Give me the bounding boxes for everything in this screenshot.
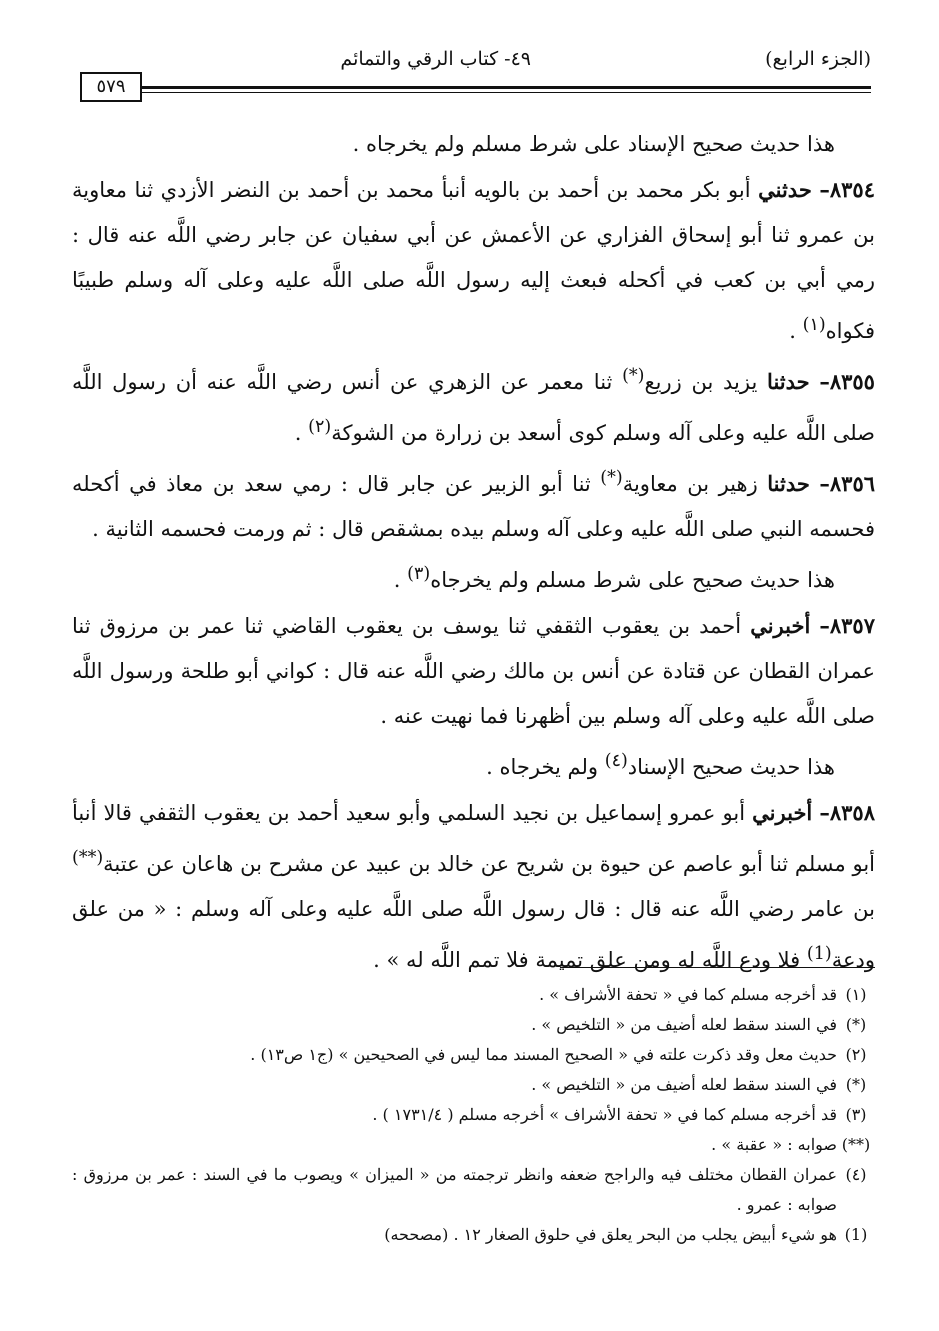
- footnote-ref: (٢): [308, 417, 332, 437]
- footnote: [72, 1070, 875, 1100]
- hadith-end: .: [789, 319, 803, 343]
- volume-label: (الجزء الرابع): [765, 48, 871, 70]
- footnote-text: صوابه : « عقبة » .: [711, 1135, 837, 1154]
- footnote-ref: (١): [802, 315, 826, 335]
- footnote: [72, 1160, 875, 1220]
- hadith-number: ٨٣٥٥–: [819, 369, 875, 394]
- footnote: [72, 1220, 875, 1250]
- hadith-end: .: [294, 421, 309, 445]
- footnote-mark: (١): [845, 985, 867, 1004]
- hadith-8357: [72, 603, 875, 739]
- hadith-text: زهير بن معاوية: [622, 472, 758, 496]
- paragraph: [72, 552, 875, 603]
- hadith-number: ٨٣٥٤–: [819, 177, 875, 202]
- footnote-separator: [560, 967, 875, 968]
- footnote: [72, 1010, 875, 1040]
- hadith-number: ٨٣٥٦–: [819, 471, 876, 496]
- footnote-mark: (*): [845, 1075, 867, 1094]
- footnote-ref: (*): [600, 468, 623, 488]
- hadith-text: أبو عمرو إسماعيل بن نجيد السلمي وأبو سعيد أحمد بن يعقوب الثقفي قالا أنبأ أبو مسلم ثنا أبو عاصم عن حيوة بن شريح عن خالد بن عبيد عن مشرح بن هاعان عن عتبة: [72, 801, 875, 876]
- footnote-text: في السند سقط لعله أضيف من « التلخيص » .: [531, 1075, 837, 1094]
- header-rule-thick: [140, 86, 871, 89]
- grading-end: ولم يخرجاه .: [486, 755, 605, 779]
- paragraph: [72, 739, 875, 790]
- footnote-mark: (**): [841, 1135, 871, 1154]
- hadith-8358: [72, 790, 875, 983]
- footnote-mark: (*): [845, 1015, 867, 1034]
- hadith-8356: [72, 456, 875, 552]
- footnote-mark: (٣): [845, 1105, 867, 1124]
- hadith-text: بن عامر رضي اللَّه عنه قال : قال رسول اللَّه صلى اللَّه عليه وعلى آله وسلم : « من علق ودعة: [72, 897, 875, 972]
- footnote-ref: (*): [622, 366, 645, 386]
- footnote-mark: (٤): [845, 1165, 867, 1184]
- footnote-text: عمران القطان مختلف فيه والراجح ضعفه وانظر ترجمته من « الميزان » ويصوب ما في السند : عمر بن مرزوق : صوابه : عمرو .: [72, 1165, 837, 1214]
- hadith-text: أحمد بن يعقوب الثقفي ثنا يوسف بن يعقوب القاضي ثنا عمر بن مرزوق ثنا عمران القطان عن قتادة عن أنس بن مالك رضي اللَّه عنه قال : كواني أبو طلحة ورسول اللَّه صلى اللَّه عليه وعلى آله وسلم بين أظهرنا فما نهيت عنه .: [72, 614, 875, 728]
- hadith-keyword: حدثنا: [767, 471, 810, 496]
- hadith-number: ٨٣٥٧–: [819, 613, 875, 638]
- hadith-text: أبو بكر محمد بن أحمد بن بالويه أنبأ محمد بن أحمد بن النضر الأزدي ثنا معاوية بن عمرو ثنا أبو إسحاق الفزاري عن الأعمش عن أبي سفيان عن جابر رضي اللَّه عنه قال : رمي أبي بن كعب في أكحله فبعث إليه رسول اللَّه صلى اللَّه عليه وعلى آله وسلم طبيبًا فكواه: [72, 178, 875, 343]
- footnote-ref: (٣): [407, 564, 431, 584]
- hadith-text: فلا ودع اللَّه له ومن علق تميمة فلا تمم اللَّه له » .: [373, 948, 807, 972]
- grading-text: هذا حديث صحيح الإسناد: [627, 755, 835, 779]
- chapter-title: ٤٩- كتاب الرقي والتمائم: [340, 48, 531, 70]
- footnote: [72, 1130, 875, 1160]
- footnote-text: قد أخرجه مسلم كما في « تحفة الأشراف » أخرجه مسلم ( ١٧٣١/٤ ) .: [372, 1105, 837, 1124]
- hadith-keyword: حدثنا: [767, 369, 810, 394]
- paragraph: هذا حديث صحيح الإسناد على شرط مسلم ولم يخرجاه .: [352, 132, 835, 156]
- header-rule-thin: [140, 92, 871, 93]
- hadith-text: ثنا أبو الزبير عن جابر قال : رمي سعد بن معاذ في أكحله فحسمه النبي صلى اللَّه عليه وعلى آله وسلم بيده بمشقص قال : ثم ورمت فحسمه الثانية .: [72, 472, 875, 541]
- footnote-text: في السند سقط لعله أضيف من « التلخيص » .: [531, 1015, 837, 1034]
- main-text: [72, 122, 875, 983]
- hadith-8355: [72, 354, 875, 456]
- footnote: [72, 980, 875, 1010]
- footnote-text: حديث معل وقد ذكرت علته في « الصحيح المسند مما ليس في الصحيحين » (ج١ ص١٣) .: [250, 1045, 837, 1064]
- footnote-ref: (1): [806, 944, 832, 964]
- hadith-text: ثنا معمر عن الزهري عن أنس رضي اللَّه عنه أن رسول اللَّه صلى اللَّه عليه وعلى آله وسلم كوى أسعد بن زرارة من الشوكة: [72, 370, 875, 445]
- hadith-8354: [72, 167, 875, 354]
- hadith-number: ٨٣٥٨–: [819, 800, 875, 825]
- hadith-text: يزيد بن زريع: [644, 370, 758, 394]
- footnotes: [72, 980, 875, 1250]
- hadith-keyword: أخبرني: [750, 613, 811, 638]
- footnote: [72, 1100, 875, 1130]
- page-number: ٥٧٩: [80, 72, 142, 102]
- grading-end: .: [393, 568, 408, 592]
- footnote-mark: (٢): [845, 1045, 867, 1064]
- hadith-keyword: حدثني: [758, 177, 812, 202]
- footnote-ref: (٤): [604, 751, 628, 771]
- running-header: [78, 40, 871, 76]
- grading-text: هذا حديث صحيح على شرط مسلم ولم يخرجاه: [430, 568, 835, 592]
- footnote-text: قد أخرجه مسلم كما في « تحفة الأشراف » .: [539, 985, 837, 1004]
- footnote-ref: (**): [72, 848, 104, 868]
- footnote-text: هو شيء أبيض يجلب من البحر يعلق في حلوق الصغار ١٢ . (مصححه): [384, 1225, 837, 1244]
- footnote-mark: (1): [844, 1225, 868, 1244]
- footnote: [72, 1040, 875, 1070]
- hadith-keyword: أخبرني: [752, 800, 813, 825]
